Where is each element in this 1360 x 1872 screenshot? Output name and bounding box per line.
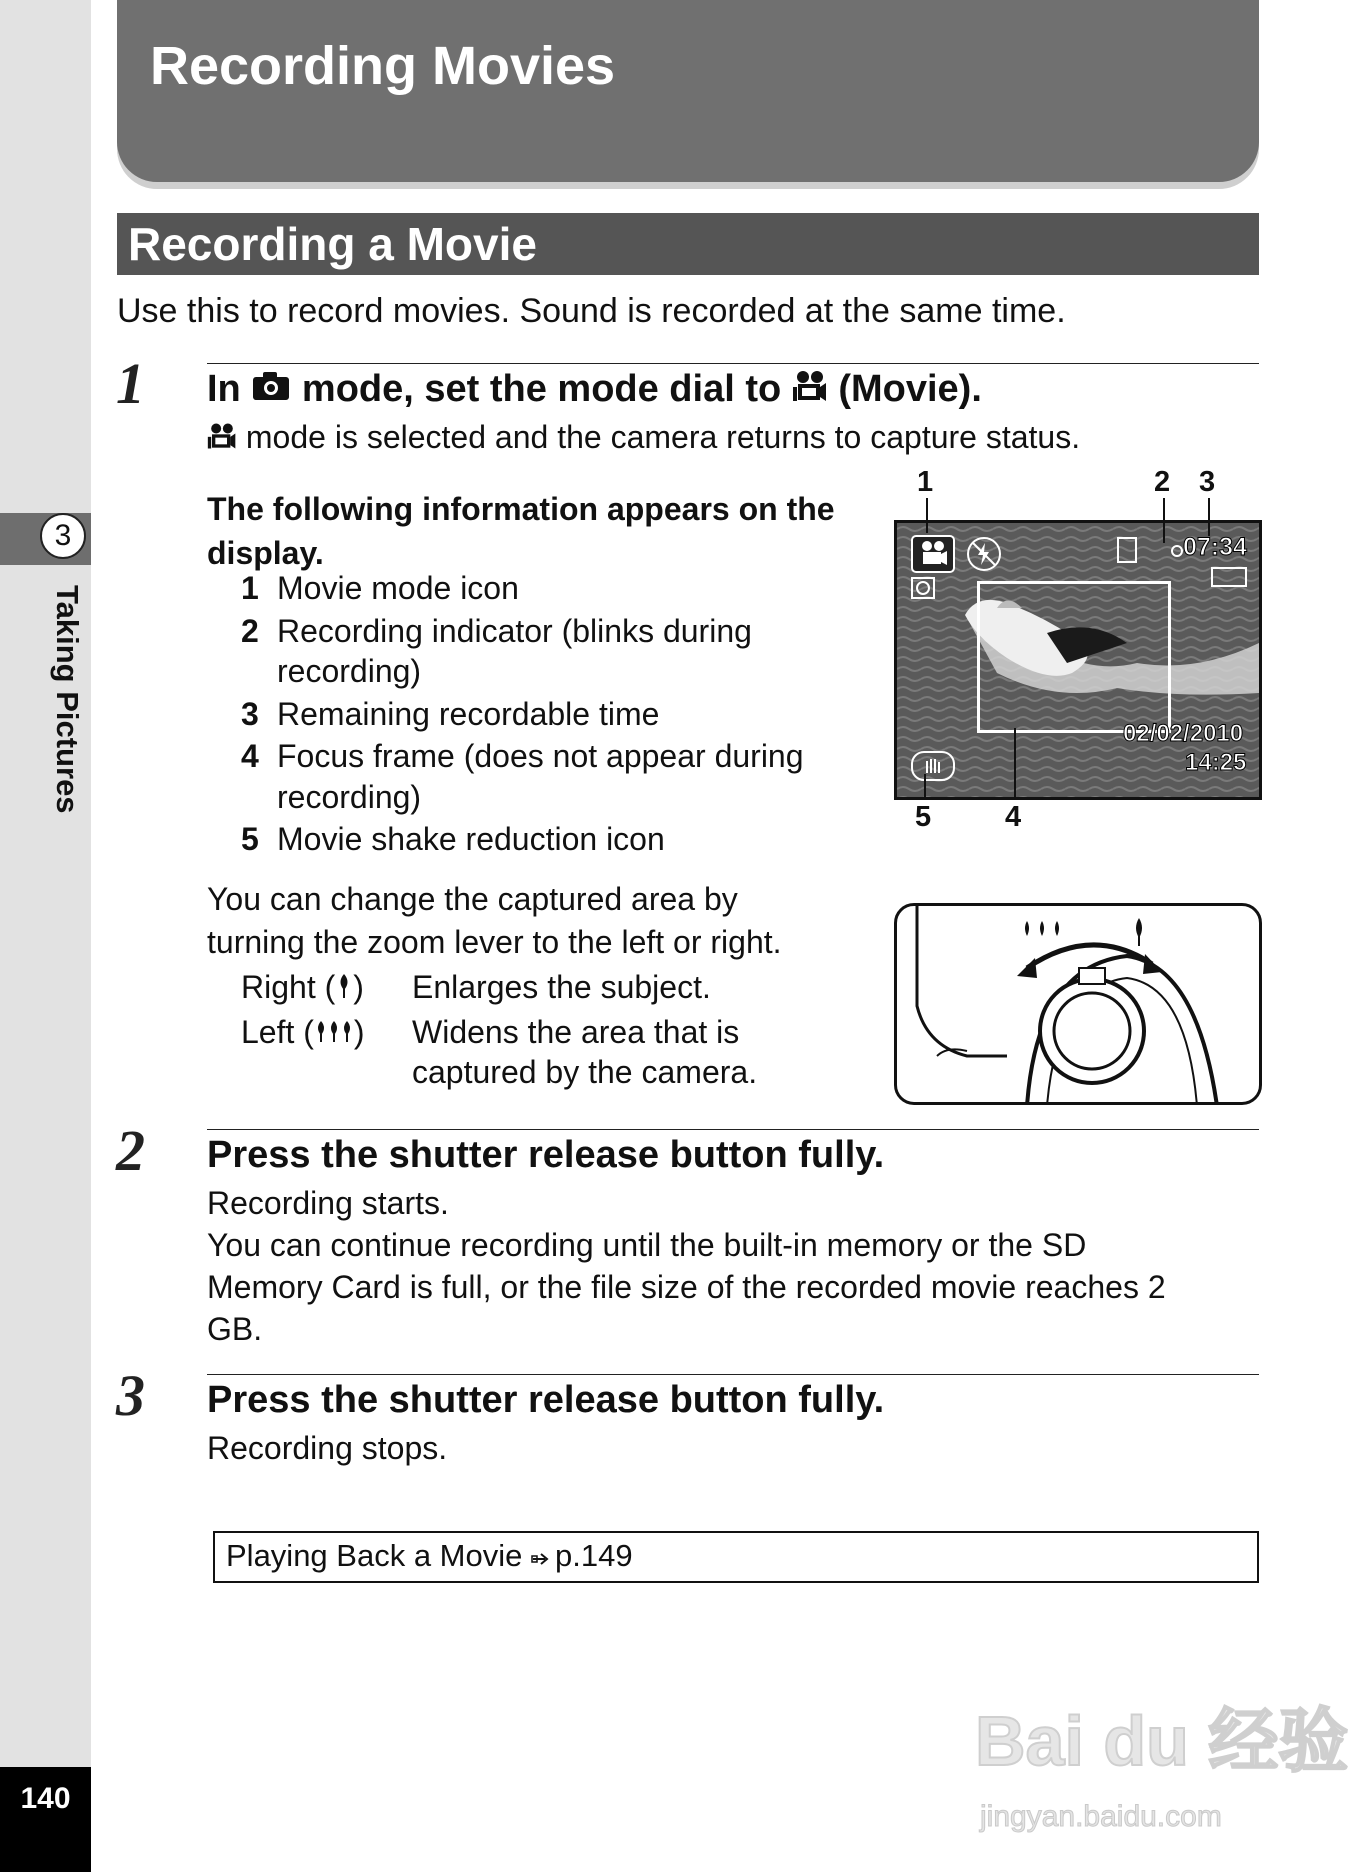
chapter-title: Taking Pictures <box>50 585 85 814</box>
clock-display: 14:25 <box>1185 749 1247 776</box>
recording-indicator <box>1171 545 1183 557</box>
zoom-right-desc: Enlarges the subject. <box>412 969 711 1005</box>
zoom-text-line1: You can change the captured area by <box>207 881 738 917</box>
zoom-left-label: Left ( ) <box>241 1014 365 1053</box>
step1-body-text: mode is selected and the camera returns to capture status. <box>245 419 1081 455</box>
flash-off-icon <box>967 537 1001 571</box>
remaining-time: 07:34 <box>1183 533 1247 561</box>
item-number: 4 <box>241 738 259 774</box>
step3-body: Recording stops. <box>207 1430 448 1466</box>
step2-line3: Memory Card is full, or the file size of the recorded movie reaches 2 <box>207 1269 1166 1305</box>
step2-line1: Recording starts. <box>207 1185 449 1221</box>
page-ref-icon <box>531 1540 555 1576</box>
step2-line4: GB. <box>207 1311 263 1347</box>
step1-rule <box>207 363 1259 364</box>
item-number: 5 <box>241 821 259 857</box>
step2-rule <box>207 1129 1259 1130</box>
item-number: 2 <box>241 613 259 649</box>
zoom-lever-illustration <box>894 903 1262 1105</box>
section-title: Recording a Movie <box>128 218 537 270</box>
sd-card-icon <box>1117 537 1137 563</box>
wide-icon <box>314 1016 354 1053</box>
page-number: 140 <box>20 1782 71 1815</box>
callout-3: 3 <box>1199 466 1216 498</box>
watermark-url: jingyan.baidu.com <box>980 1800 1222 1833</box>
movie-icon <box>207 419 237 461</box>
shake-reduction-icon <box>911 751 955 781</box>
step1-heading-part1: In <box>207 368 241 410</box>
watermark-logo: Bai du 经验 <box>975 1702 1349 1780</box>
chapter-sidebar <box>0 0 91 1872</box>
step2-heading: Press the shutter release button fully. <box>207 1134 885 1176</box>
item-label: Movie shake reduction icon <box>277 821 665 857</box>
zoom-text-line2: turning the zoom lever to the left or right. <box>207 924 782 960</box>
step1-heading-part2: mode, set the mode dial to <box>301 368 782 410</box>
step3-rule <box>207 1374 1259 1375</box>
step1-body <box>207 416 1080 461</box>
info-heading: The following information appears on the display. <box>207 491 835 571</box>
item-number: 3 <box>241 696 259 732</box>
camera-icon <box>251 369 291 412</box>
callout-5: 5 <box>915 801 932 833</box>
date-display: 02/02/2010 <box>1123 720 1244 747</box>
tele-icon <box>335 971 353 1008</box>
movie-icon <box>792 369 828 413</box>
step1-heading <box>207 368 982 413</box>
callout-1: 1 <box>917 466 934 498</box>
item-label: Focus frame (does not appear during <box>277 738 804 774</box>
movie-mode-icon <box>911 535 955 573</box>
battery-icon <box>1211 567 1247 587</box>
zoom-right-label: Right ( ) <box>241 969 364 1008</box>
item-number: 1 <box>241 570 259 606</box>
item-label: Recording indicator (blinks during <box>277 613 752 649</box>
item-label: Remaining recordable time <box>277 696 660 732</box>
step2-number: 2 <box>116 1118 145 1183</box>
callout-4: 4 <box>1005 801 1022 833</box>
zoom-left-desc-line2: captured by the camera. <box>412 1054 758 1090</box>
zoom-left-desc-line1: Widens the area that is <box>412 1014 740 1050</box>
face-detect-icon <box>911 577 935 599</box>
item-label-cont: recording) <box>277 653 422 689</box>
item-label-cont: recording) <box>277 779 422 815</box>
intro-text: Use this to record movies. Sound is recorded at the same time. <box>117 292 1066 330</box>
step1-number: 1 <box>116 351 145 416</box>
step1-heading-part3: (Movie). <box>838 368 982 410</box>
related-link[interactable]: Playing Back a Movie p.149 <box>226 1538 633 1576</box>
step3-number: 3 <box>116 1363 145 1428</box>
chapter-number: 3 <box>40 513 86 559</box>
step2-line2: You can continue recording until the built-in memory or the SD <box>207 1227 1087 1263</box>
item-label: Movie mode icon <box>277 570 519 606</box>
step3-heading: Press the shutter release button fully. <box>207 1379 885 1421</box>
callout-2: 2 <box>1154 466 1171 498</box>
camera-display <box>894 520 1262 800</box>
focus-frame <box>977 581 1171 733</box>
page-title: Recording Movies <box>150 36 616 96</box>
